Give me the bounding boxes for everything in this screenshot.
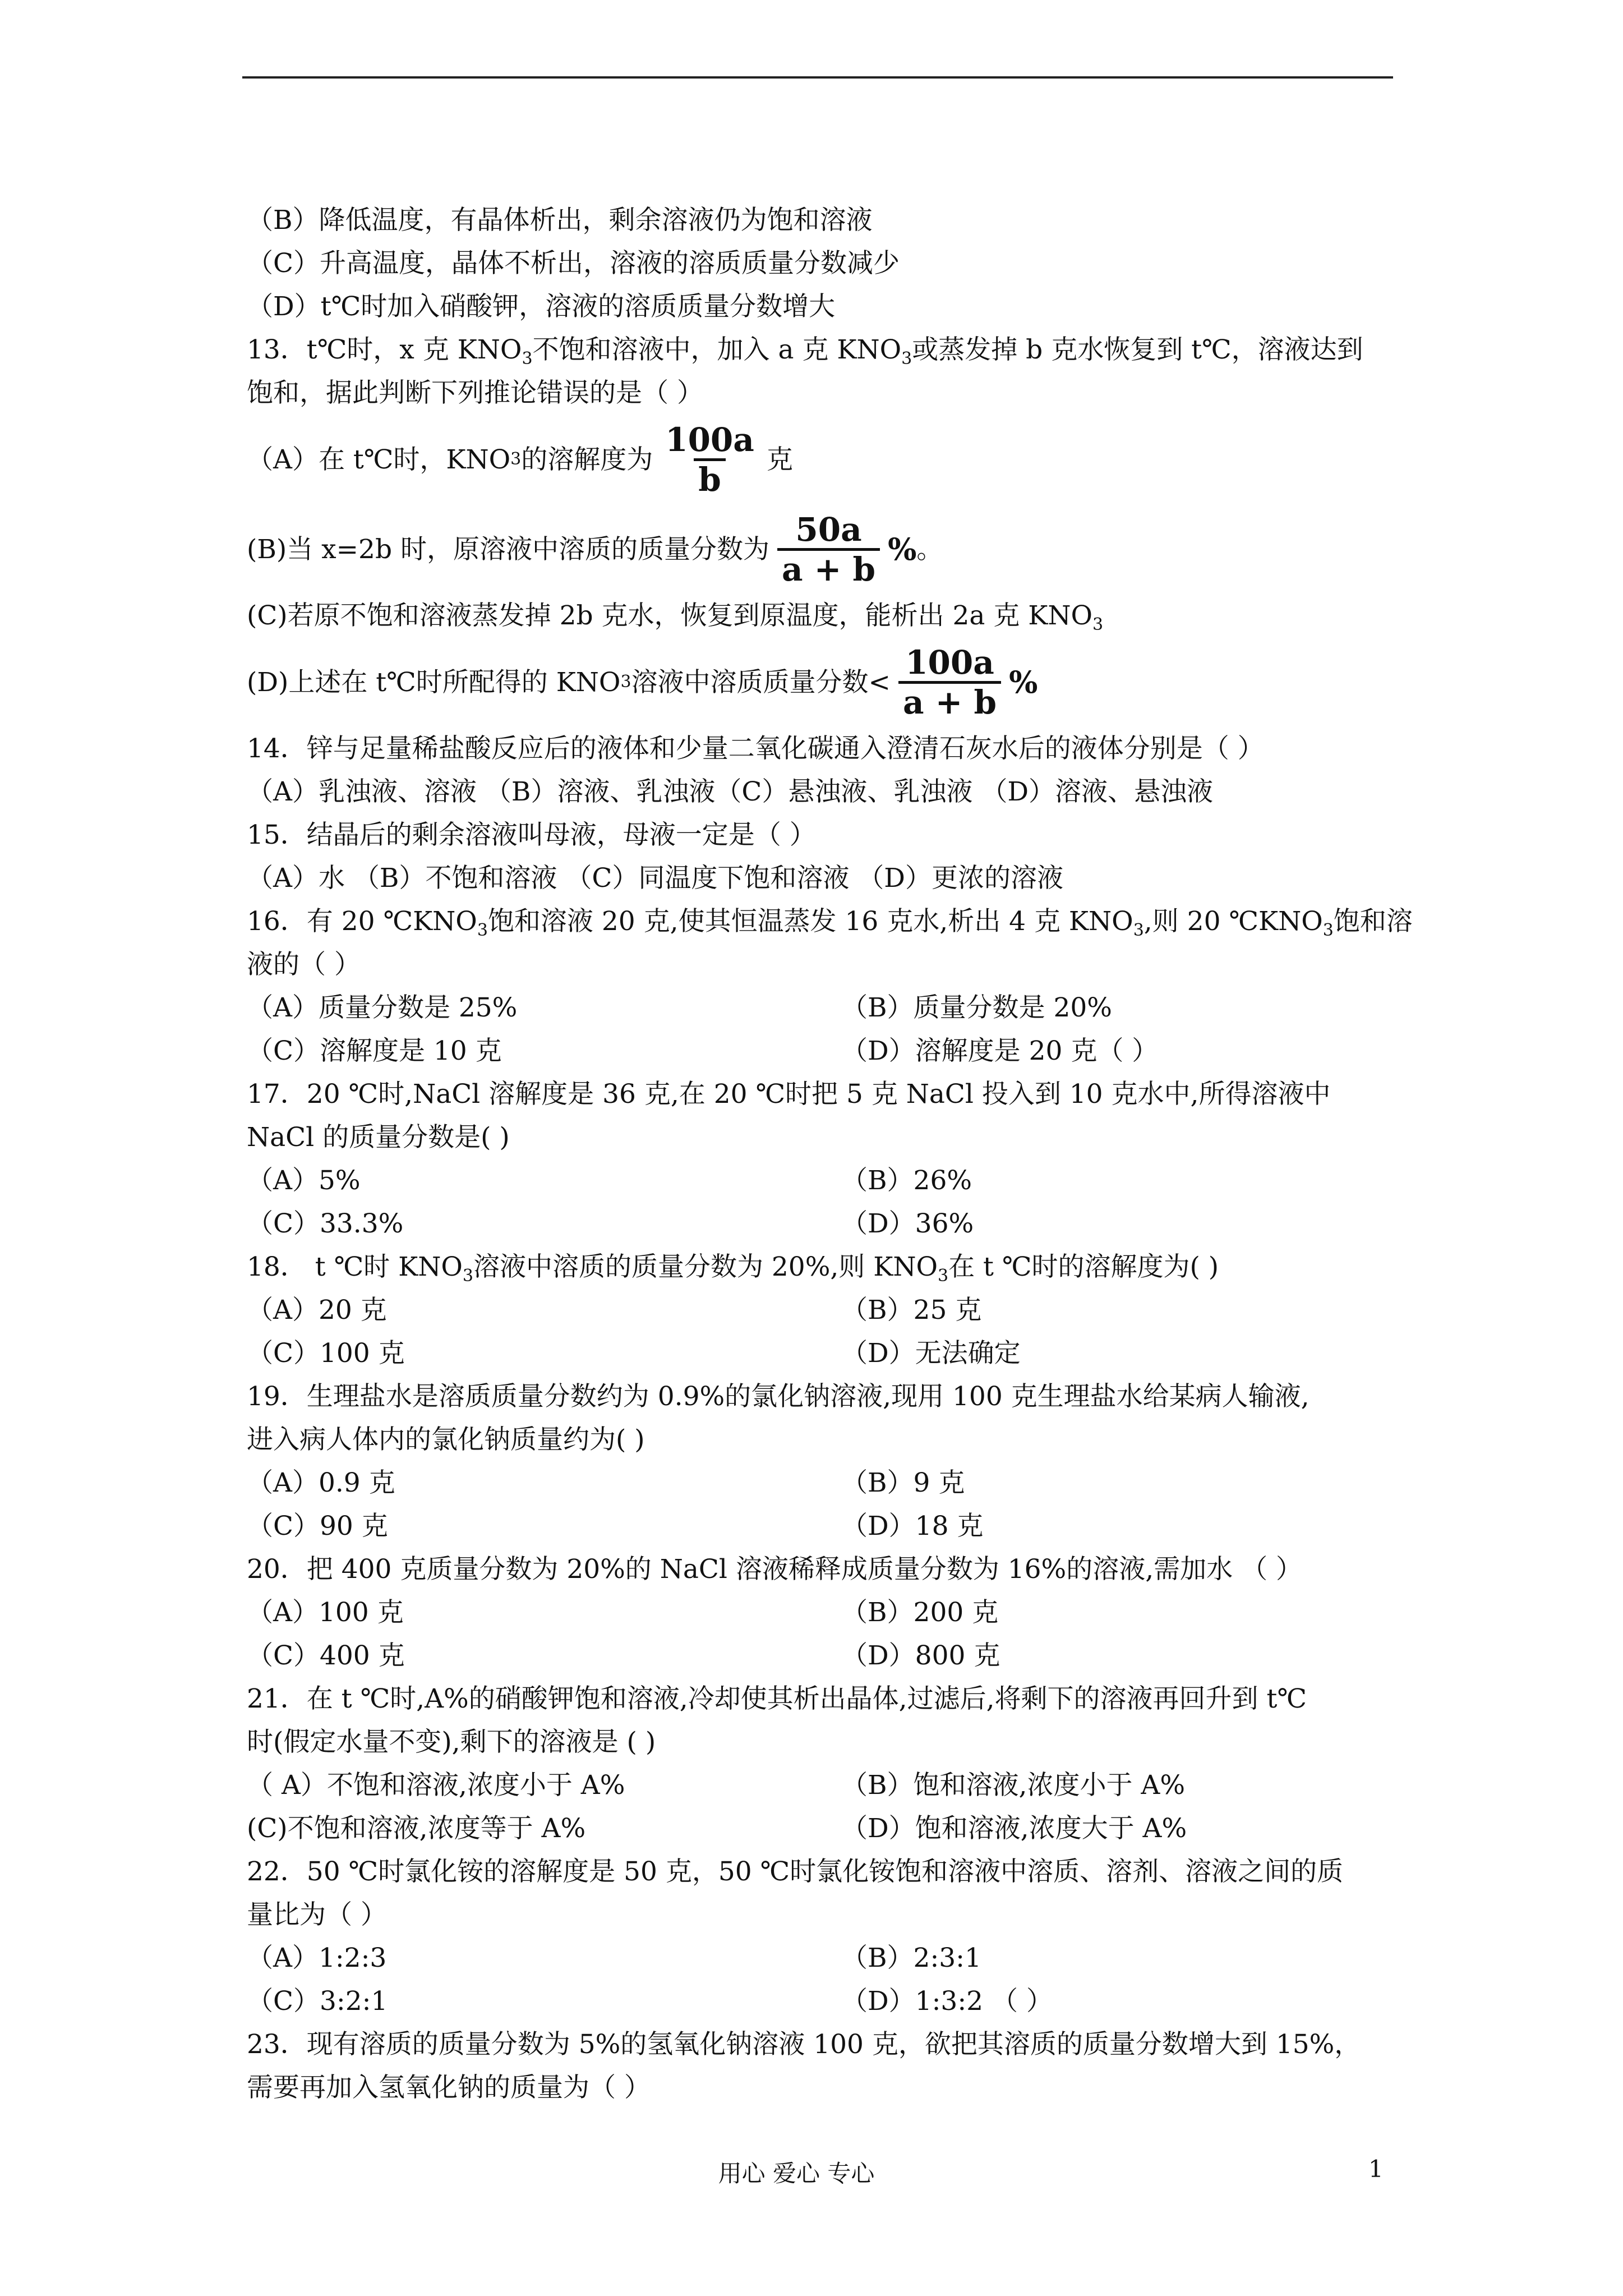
- q22-options-row2: [247, 1980, 1402, 2023]
- q13-option-c: (C)若原不饱和溶液蒸发掉 2b 克水，恢复到原温度，能析出 2a 克 $KNO_3$: [247, 600, 1104, 634]
- q19-options-row2: [247, 1504, 1402, 1548]
- q12-option-b: （B）降低温度，有晶体析出，剩余溶液仍为饱和溶液: [247, 205, 873, 236]
- q21-option-b: （B）饱和溶液,浓度小于 A%: [841, 1770, 1186, 1801]
- q17-options-row1: [247, 1159, 1402, 1202]
- q20-option-c: （C）400 克: [247, 1640, 405, 1671]
- q20-option-a: （A）100 克: [247, 1597, 404, 1628]
- q18-option-c: （C）100 克: [247, 1338, 405, 1369]
- q17-stem-line2: NaCl 的质量分数是( ): [247, 1122, 510, 1153]
- footer-motto: 用心 爱心 专心: [718, 2160, 875, 2187]
- q19-option-a: （A）0.9 克: [247, 1467, 395, 1498]
- q13-stem-line2: 饱和，据此判断下列推论错误的是（ ）: [247, 378, 703, 408]
- q22-option-d: （D）1:3:2 （ ）: [841, 1986, 1053, 2017]
- q21-option-c: (C)不饱和溶液,浓度等于 A%: [247, 1813, 586, 1844]
- q15-options: （A）水 （B）不饱和溶液 （C）同温度下饱和溶液 （D）更浓的溶液: [247, 863, 1063, 894]
- q20-option-b: （B）200 克: [841, 1597, 999, 1628]
- q16-option-a: （A）质量分数是 25%: [247, 992, 518, 1023]
- q18-stem: 18． t ℃时 $KNO_3$溶液中溶质的质量分数为 20%,则 $KNO_3$在 t ℃时的溶解度为( ): [247, 1251, 1219, 1286]
- header-rule: [242, 76, 1393, 79]
- q19-stem-line1: 19．生理盐水是溶质质量分数约为 0.9%的氯化钠溶液,现用 100 克生理盐水给某病人输液,: [247, 1381, 1310, 1412]
- q19-option-d: （D）18 克: [841, 1511, 984, 1542]
- q13-option-d: (D)上述在 t℃时所配得的 KNO 3 溶液中溶质质量分数< $\frac{100a}{a + b}$ %: [247, 643, 1038, 721]
- q15-stem: 15．结晶后的剩余溶液叫母液，母液一定是（ ）: [247, 820, 816, 850]
- fraction-50a-over-a-plus-b: $\frac{50a}{a + b}$: [777, 511, 880, 588]
- q17-option-c: （C）33.3%: [247, 1208, 404, 1239]
- q18-option-d: （D）无法确定: [841, 1338, 1021, 1369]
- q18-option-b: （B）25 克: [841, 1295, 982, 1326]
- q19-option-b: （B）9 克: [841, 1467, 965, 1498]
- q20-options-row2: [247, 1634, 1402, 1677]
- q13-option-b: (B)当 x=2b 时，原溶液中溶质的质量分数为 $\frac{50a}{a + b}$ % 。: [247, 510, 943, 588]
- q16-stem-line2: 液的（ ）: [247, 949, 361, 980]
- q17-options-row2: [247, 1202, 1402, 1245]
- q22-stem-line2: 量比为（ ）: [247, 1899, 387, 1930]
- q23-stem-line1: 23．现有溶质的质量分数为 5%的氢氧化钠溶液 100 克，欲把其溶质的质量分数增大到 15%，: [247, 2029, 1361, 2060]
- q13-option-a: （A）在 t℃时，KNO 3 的溶解度为 $\frac{100a}{b}$ 克: [247, 420, 793, 499]
- q18-option-a: （A）20 克: [247, 1295, 387, 1326]
- fraction-100a-over-a-plus-b: $\frac{100a}{a + b}$: [898, 644, 1001, 721]
- q19-option-c: （C）90 克: [247, 1511, 388, 1542]
- q12-option-c: （C）升高温度，晶体不析出，溶液的溶质质量分数减少: [247, 248, 900, 279]
- q21-option-d: （D）饱和溶液,浓度大于 A%: [841, 1813, 1187, 1844]
- q22-options-row1: [247, 1936, 1402, 1980]
- q22-option-b: （B）2:3:1: [841, 1943, 981, 1973]
- q21-stem-line1: 21．在 t ℃时,A%的硝酸钾饱和溶液,冷却使其析出晶体,过滤后,将剩下的溶液再回升到 t℃: [247, 1683, 1307, 1714]
- q18-options-row1: [247, 1289, 1402, 1332]
- page-number: 1: [1368, 2155, 1384, 2183]
- q16-options-row1: [247, 986, 1402, 1029]
- q16-option-d: （D）溶解度是 20 克（ ）: [841, 1036, 1159, 1066]
- q16-options-row2: [247, 1029, 1402, 1073]
- q23-stem-line2: 需要再加入氢氧化钠的质量为（ ）: [247, 2072, 651, 2103]
- q21-options-row2: [247, 1807, 1402, 1850]
- q22-option-c: （C）3:2:1: [247, 1986, 388, 2017]
- q16-option-b: （B）质量分数是 20%: [841, 992, 1112, 1023]
- document-body: [247, 199, 1413, 2109]
- q21-stem-line2: 时(假定水量不变),剩下的溶液是 ( ): [247, 1727, 656, 1757]
- fraction-100a-over-b: $\frac{100a}{b}$: [665, 420, 754, 499]
- q16-stem-line1: 16．有 20 $℃KNO_3$饱和溶液 20 克,使其恒温蒸发 16 克水,析出 4 克 $KNO_3$,则 20 $℃KNO_3$饱和溶: [247, 906, 1413, 940]
- q20-options-row1: [247, 1591, 1402, 1634]
- q22-option-a: （A）1:2:3: [247, 1943, 387, 1973]
- q12-option-d: （D）t℃时加入硝酸钾，溶液的溶质质量分数增大: [247, 291, 836, 322]
- q17-option-b: （B）26%: [841, 1165, 972, 1196]
- q21-options-row1: [247, 1764, 1402, 1807]
- q19-stem-line2: 进入病人体内的氯化钠质量约为( ): [247, 1424, 645, 1455]
- q20-stem: 20．把 400 克质量分数为 20%的 NaCl 溶液稀释成质量分数为 16%的溶液,需加水 （ ）: [247, 1554, 1303, 1585]
- q17-option-d: （D）36%: [841, 1208, 974, 1239]
- q16-option-c: （C）溶解度是 10 克: [247, 1036, 502, 1066]
- q21-option-a: （ A）不饱和溶液,浓度小于 A%: [247, 1770, 625, 1801]
- q22-stem-line1: 22．50 ℃时氯化铵的溶解度是 50 克，50 ℃时氯化铵饱和溶液中溶质、溶剂、溶液之间的质: [247, 1856, 1344, 1887]
- q14-options: （A）乳浊液、溶液 （B）溶液、乳浊液（C）悬浊液、乳浊液 （D）溶液、悬浊液: [247, 776, 1214, 807]
- q17-stem-line1: 17．20 ℃时,NaCl 溶解度是 36 克,在 20 ℃时把 5 克 NaCl 投入到 10 克水中,所得溶液中: [247, 1079, 1331, 1110]
- q17-option-a: （A）5%: [247, 1165, 361, 1196]
- q20-option-d: （D）800 克: [841, 1640, 1000, 1671]
- q18-options-row2: [247, 1332, 1402, 1375]
- q19-options-row1: [247, 1461, 1402, 1504]
- q13-stem-line1: 13．t℃时，x 克 $KNO_3$不饱和溶液中，加入 a 克 $KNO_3$或蒸发掉 b 克水恢复到 t℃，溶液达到: [247, 334, 1363, 369]
- q14-stem: 14．锌与足量稀盐酸反应后的液体和少量二氧化碳通入澄清石灰水后的液体分别是（ ）: [247, 733, 1264, 764]
